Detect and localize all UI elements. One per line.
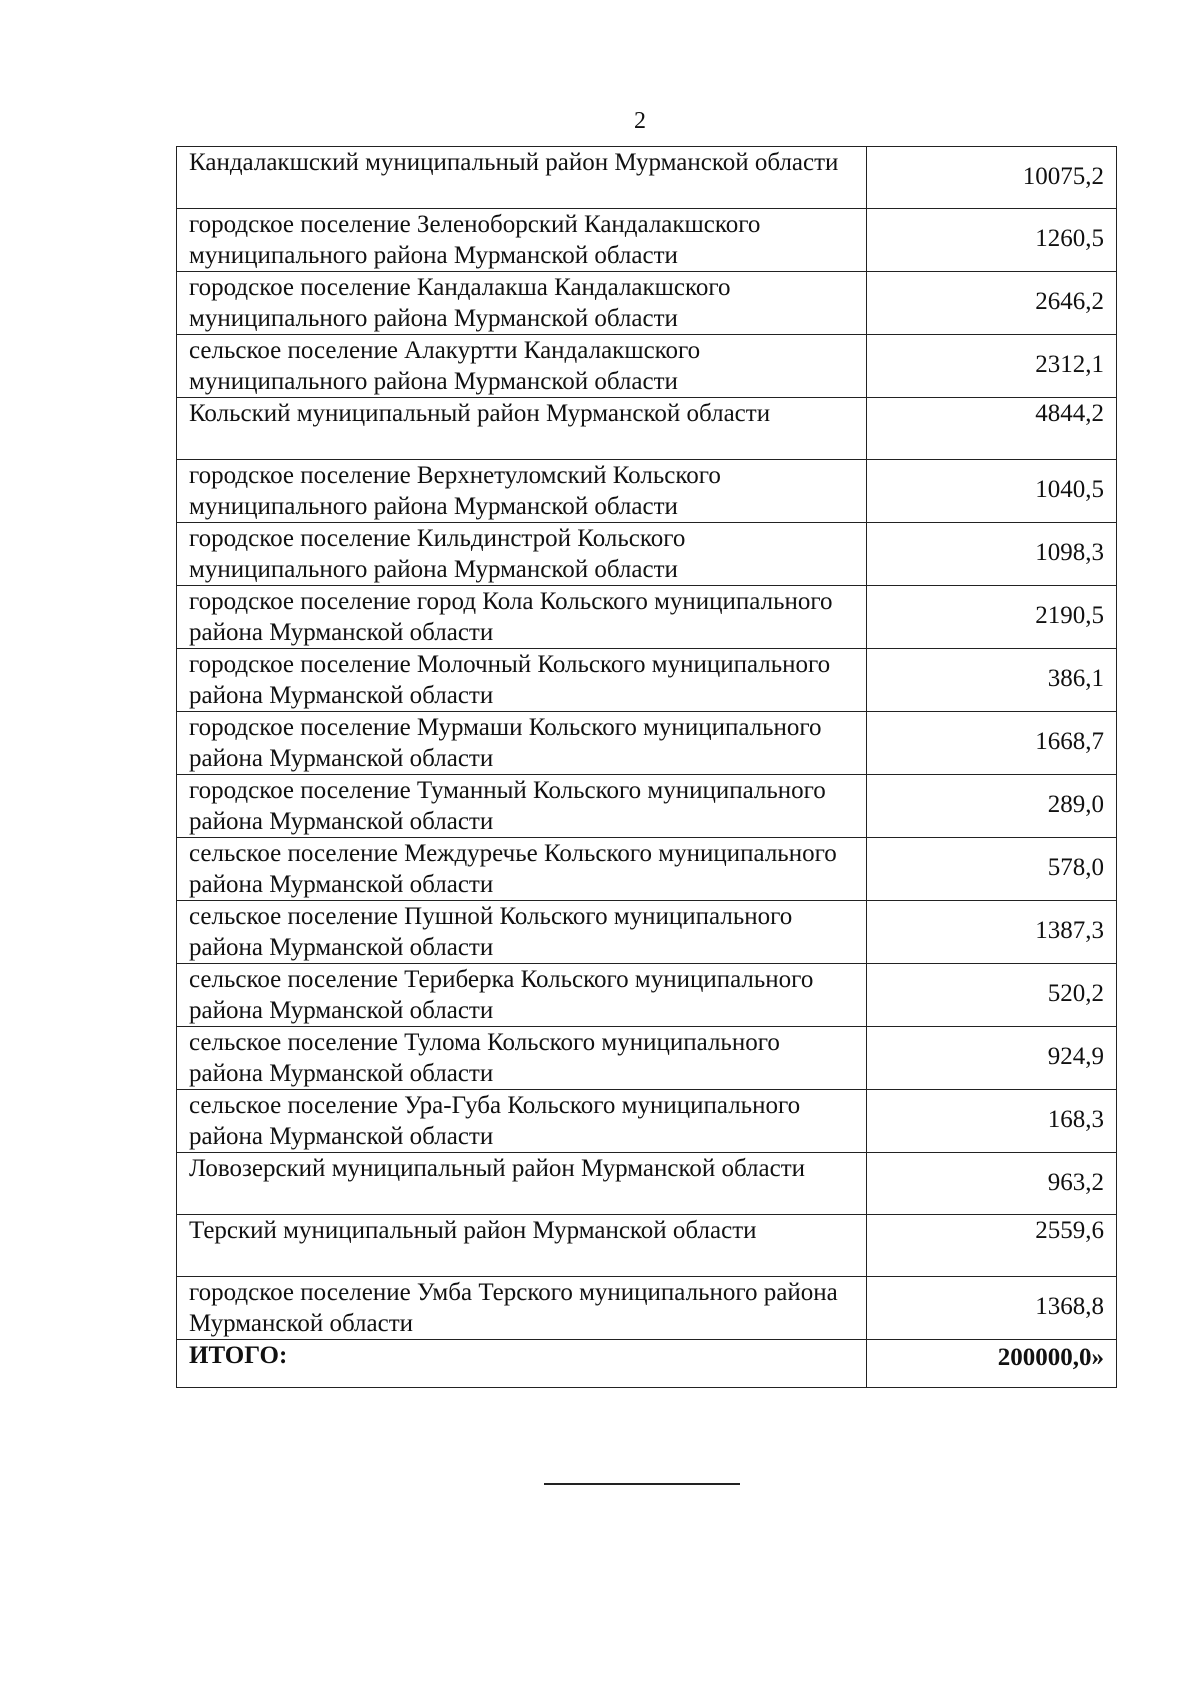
allocation-table-body (177, 147, 1117, 1388)
amount-cell: 963,2 (867, 1153, 1117, 1215)
amount-cell: 520,2 (867, 964, 1117, 1027)
municipality-name-cell: городское поселение Туманный Кольского муниципального района Мурманской области (177, 775, 867, 838)
municipality-name-cell: Ловозерский муниципальный район Мурманской области (177, 1153, 867, 1215)
amount-cell: 4844,2 (867, 398, 1117, 460)
municipality-name-cell: сельское поселение Ура-Губа Кольского муниципального района Мурманской области (177, 1090, 867, 1153)
table-row (177, 147, 1117, 209)
municipality-name-cell: сельское поселение Тулома Кольского муниципального района Мурманской области (177, 1027, 867, 1090)
table-row (177, 523, 1117, 586)
table-row (177, 964, 1117, 1027)
table-row (177, 460, 1117, 523)
municipality-name-cell: городское поселение Кильдинстрой Кольского муниципального района Мурманской области (177, 523, 867, 586)
municipality-name-cell: городское поселение Умба Терского муниципального района Мурманской области (177, 1277, 867, 1340)
table-row (177, 398, 1117, 460)
municipality-name-cell: городское поселение Мурмаши Кольского муниципального района Мурманской области (177, 712, 867, 775)
table-row (177, 335, 1117, 398)
municipality-name-cell: городское поселение Молочный Кольского муниципального района Мурманской области (177, 649, 867, 712)
municipality-name-cell: городское поселение Кандалакша Кандалакшского муниципального района Мурманской области (177, 272, 867, 335)
table-row (177, 901, 1117, 964)
municipality-name-cell: городское поселение Верхнетуломский Кольского муниципального района Мурманской области (177, 460, 867, 523)
municipality-name-cell: городское поселение город Кола Кольского муниципального района Мурманской области (177, 586, 867, 649)
total-label: ИТОГО: (177, 1340, 867, 1388)
amount-cell: 1368,8 (867, 1277, 1117, 1340)
total-row (177, 1340, 1117, 1388)
amount-cell: 1098,3 (867, 523, 1117, 586)
table-row (177, 272, 1117, 335)
allocation-table (176, 146, 1117, 1388)
table-row (177, 209, 1117, 272)
end-of-document-rule (544, 1483, 740, 1485)
amount-cell: 386,1 (867, 649, 1117, 712)
table-row (177, 1153, 1117, 1215)
municipality-name-cell: сельское поселение Пушной Кольского муниципального района Мурманской области (177, 901, 867, 964)
table-row (177, 838, 1117, 901)
page-number-text: 2 (634, 108, 646, 134)
table-row (177, 649, 1117, 712)
table-row (177, 1027, 1117, 1090)
amount-cell: 2312,1 (867, 335, 1117, 398)
municipality-name-cell: сельское поселение Междуречье Кольского муниципального района Мурманской области (177, 838, 867, 901)
municipality-name-cell: сельское поселение Алакуртти Кандалакшского муниципального района Мурманской области (177, 335, 867, 398)
page-number (0, 108, 1200, 134)
municipality-name-cell: сельское поселение Териберка Кольского муниципального района Мурманской области (177, 964, 867, 1027)
amount-cell: 2190,5 (867, 586, 1117, 649)
amount-cell: 924,9 (867, 1027, 1117, 1090)
amount-cell: 289,0 (867, 775, 1117, 838)
amount-cell: 1387,3 (867, 901, 1117, 964)
municipality-name-cell: Терский муниципальный район Мурманской области (177, 1215, 867, 1277)
amount-cell: 1668,7 (867, 712, 1117, 775)
amount-cell: 2559,6 (867, 1215, 1117, 1277)
amount-cell: 578,0 (867, 838, 1117, 901)
table-row (177, 1215, 1117, 1277)
total-amount: 200000,0» (867, 1340, 1117, 1388)
amount-cell: 2646,2 (867, 272, 1117, 335)
table-row (177, 712, 1117, 775)
amount-cell: 1260,5 (867, 209, 1117, 272)
amount-cell: 168,3 (867, 1090, 1117, 1153)
municipality-name-cell: городское поселение Зеленоборский Кандалакшского муниципального района Мурманской области (177, 209, 867, 272)
amount-cell: 10075,2 (867, 147, 1117, 209)
amount-cell: 1040,5 (867, 460, 1117, 523)
table-row (177, 1277, 1117, 1340)
table-row (177, 586, 1117, 649)
table-row (177, 1090, 1117, 1153)
municipality-name-cell: Кольский муниципальный район Мурманской области (177, 398, 867, 460)
municipality-name-cell: Кандалакшский муниципальный район Мурманской области (177, 147, 867, 209)
table-row (177, 775, 1117, 838)
